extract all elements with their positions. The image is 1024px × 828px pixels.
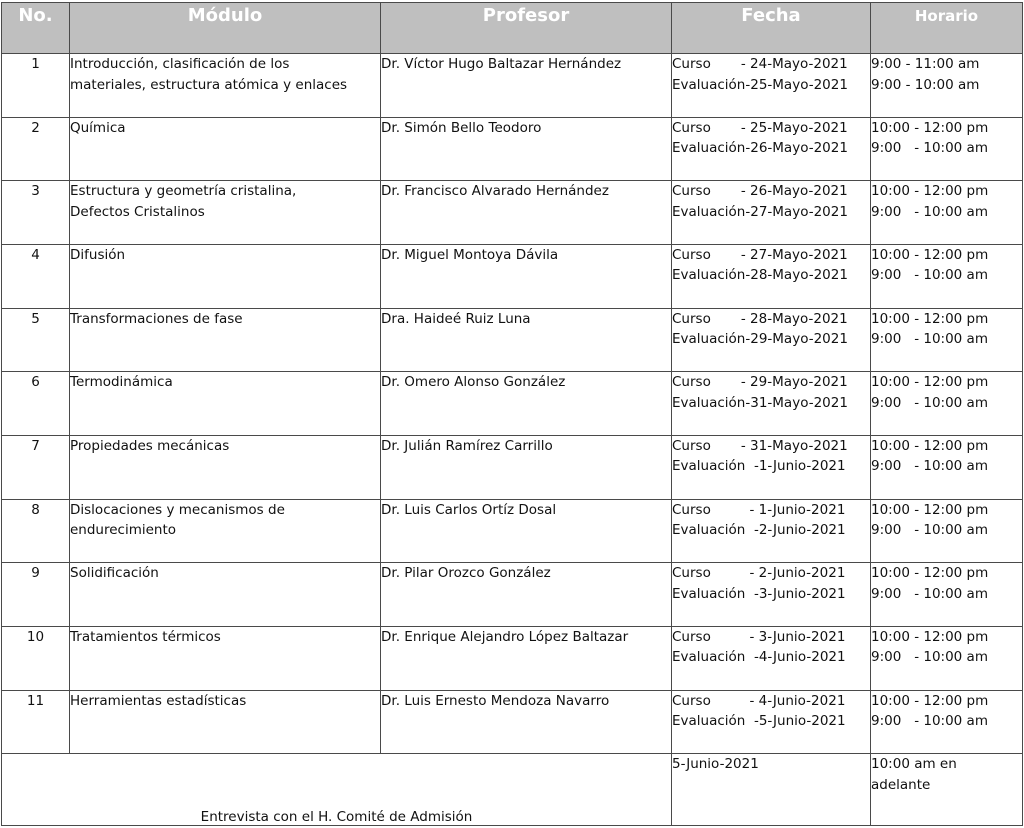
module-cell	[70, 181, 381, 245]
time-line: 9:00 - 10:00 am	[871, 585, 988, 602]
row-number-cell	[2, 117, 70, 181]
time-line: 9:00 - 10:00 am	[871, 140, 988, 157]
date-line: Curso - 4-Junio-2021	[672, 692, 846, 709]
module-cell	[70, 117, 381, 181]
date-line: Evaluación -1-Junio-2021	[672, 458, 846, 475]
professor-cell	[381, 499, 672, 563]
header-fecha: Fecha	[672, 3, 871, 54]
date-line: Curso - 2-Junio-2021	[672, 565, 846, 582]
header-row	[2, 3, 1023, 54]
module-cell	[70, 690, 381, 754]
row-number-cell	[2, 308, 70, 372]
table-row	[2, 117, 1023, 181]
table-row	[2, 308, 1023, 372]
module-name-line: Solidificación	[70, 565, 159, 582]
time-line: 10:00 - 12:00 pm	[871, 628, 989, 645]
time-line: 9:00 - 10:00 am	[871, 203, 988, 220]
date-line: Evaluación-27-Mayo-2021	[672, 203, 848, 220]
row-number: 7	[31, 437, 40, 454]
date-cell	[672, 626, 871, 690]
time-line: 9:00 - 11:00 am	[871, 56, 980, 72]
module-name-line: Transformaciones de fase	[70, 310, 243, 327]
time-cell	[871, 181, 1023, 245]
row-number-cell	[2, 690, 70, 754]
module-name-line: Introducción, clasificación de los	[70, 56, 290, 72]
module-cell	[70, 435, 381, 499]
row-number: 8	[31, 501, 40, 518]
module-name-line: Propiedades mecánicas	[70, 437, 230, 454]
time-cell	[871, 244, 1023, 308]
date-line: Evaluación-28-Mayo-2021	[672, 267, 848, 284]
date-line: Curso - 28-Mayo-2021	[672, 310, 848, 327]
date-line: Evaluación -4-Junio-2021	[672, 649, 846, 666]
date-cell	[672, 181, 871, 245]
professor-name: Dr. Pilar Orozco González	[381, 565, 551, 582]
row-number: 5	[31, 310, 40, 327]
table-row	[2, 690, 1023, 754]
time-line: 9:00 - 10:00 am	[871, 458, 988, 475]
time-line: 9:00 - 10:00 am	[871, 649, 988, 666]
time-line: 10:00 - 12:00 pm	[871, 246, 989, 263]
module-cell	[70, 308, 381, 372]
module-name-line: Tratamientos térmicos	[70, 628, 221, 645]
interview-cell	[2, 754, 672, 826]
date-line: Evaluación -2-Junio-2021	[672, 522, 846, 539]
date-cell	[672, 244, 871, 308]
module-cell	[70, 244, 381, 308]
date-line: Evaluación-25-Mayo-2021	[672, 76, 848, 93]
row-number: 10	[26, 628, 45, 645]
date-cell	[672, 54, 871, 118]
table-row	[2, 499, 1023, 563]
time-cell	[871, 117, 1023, 181]
professor-cell	[381, 372, 672, 436]
professor-cell	[381, 244, 672, 308]
module-cell	[70, 563, 381, 627]
professor-name: Dr. Francisco Alvarado Hernández	[381, 183, 609, 200]
date-line: Evaluación-31-Mayo-2021	[672, 394, 848, 411]
row-number-cell	[2, 181, 70, 245]
date-line: Curso - 3-Junio-2021	[672, 628, 846, 645]
professor-name: Dr. Enrique Alejandro López Baltazar	[381, 628, 629, 645]
table-header	[2, 3, 1023, 54]
time-line: 10:00 - 12:00 pm	[871, 310, 989, 327]
professor-cell	[381, 181, 672, 245]
row-number: 2	[31, 119, 40, 136]
professor-cell	[381, 308, 672, 372]
interview-time-line: 10:00 am en	[871, 756, 957, 773]
date-line: Curso - 29-Mayo-2021	[672, 374, 848, 391]
row-number: 11	[26, 692, 45, 709]
date-cell	[672, 372, 871, 436]
time-line: 10:00 - 12:00 pm	[871, 183, 989, 200]
professor-name: Dr. Luis Carlos Ortíz Dosal	[381, 501, 557, 518]
time-line: 10:00 - 12:00 pm	[871, 565, 989, 582]
module-name-line: Dislocaciones y mecanismos de	[70, 501, 285, 518]
module-cell	[70, 626, 381, 690]
table-row	[2, 54, 1023, 118]
professor-name: Dr. Víctor Hugo Baltazar Hernández	[381, 56, 622, 72]
interview-label: Entrevista con el H. Comité de Admisión	[200, 809, 473, 825]
date-cell	[672, 563, 871, 627]
module-cell	[70, 372, 381, 436]
row-number: 1	[31, 56, 40, 72]
table-row	[2, 244, 1023, 308]
professor-name: Dr. Simón Bello Teodoro	[381, 119, 542, 136]
time-line: 10:00 - 12:00 pm	[871, 437, 989, 454]
time-cell	[871, 372, 1023, 436]
table-row	[2, 626, 1023, 690]
header-no: No.	[2, 3, 70, 54]
date-cell	[672, 435, 871, 499]
table-row	[2, 181, 1023, 245]
row-number-cell	[2, 563, 70, 627]
professor-cell	[381, 54, 672, 118]
module-name-line: materiales, estructura atómica y enlaces	[70, 76, 348, 93]
row-number-cell	[2, 435, 70, 499]
module-name-line: Química	[70, 119, 126, 136]
time-line: 9:00 - 10:00 am	[871, 522, 988, 539]
row-number: 3	[31, 183, 40, 200]
module-cell	[70, 54, 381, 118]
time-cell	[871, 563, 1023, 627]
professor-name: Dr. Omero Alonso González	[381, 374, 566, 391]
header-modulo: Módulo	[70, 3, 381, 54]
date-line: Curso - 26-Mayo-2021	[672, 183, 848, 200]
time-line: 10:00 - 12:00 pm	[871, 692, 989, 709]
date-line: Curso - 25-Mayo-2021	[672, 119, 848, 136]
professor-cell	[381, 435, 672, 499]
table-row	[2, 372, 1023, 436]
interview-row	[2, 754, 1023, 826]
professor-name: Dr. Miguel Montoya Dávila	[381, 246, 559, 263]
module-name-line: Difusión	[70, 246, 126, 263]
time-line: 9:00 - 10:00 am	[871, 394, 988, 411]
professor-name: Dr. Julián Ramírez Carrillo	[381, 437, 553, 454]
time-line: 10:00 - 12:00 pm	[871, 374, 989, 391]
date-line: Evaluación-26-Mayo-2021	[672, 140, 848, 157]
date-line: Evaluación -3-Junio-2021	[672, 585, 846, 602]
row-number-cell	[2, 244, 70, 308]
row-number: 9	[31, 565, 40, 582]
schedule-table	[1, 2, 1023, 826]
date-line: Curso - 31-Mayo-2021	[672, 437, 848, 454]
time-cell	[871, 499, 1023, 563]
time-cell	[871, 435, 1023, 499]
professor-cell	[381, 690, 672, 754]
time-line: 10:00 - 12:00 pm	[871, 501, 989, 518]
date-line: Curso - 24-Mayo-2021	[672, 56, 848, 72]
professor-name: Dr. Luis Ernesto Mendoza Navarro	[381, 692, 610, 709]
interview-time-line: adelante	[871, 776, 931, 793]
header-profesor: Profesor	[381, 3, 672, 54]
time-cell	[871, 626, 1023, 690]
date-line: Evaluación-29-Mayo-2021	[672, 331, 848, 348]
row-number-cell	[2, 626, 70, 690]
row-number-cell	[2, 372, 70, 436]
table-row	[2, 435, 1023, 499]
date-cell	[672, 690, 871, 754]
row-number-cell	[2, 54, 70, 118]
interview-date: 5-Junio-2021	[672, 756, 759, 773]
date-cell	[672, 117, 871, 181]
interview-date-cell	[672, 754, 871, 826]
time-line: 10:00 - 12:00 pm	[871, 119, 989, 136]
row-number: 4	[31, 246, 40, 263]
module-name-line: Defectos Cristalinos	[70, 203, 205, 220]
date-line: Evaluación -5-Junio-2021	[672, 713, 846, 730]
time-line: 9:00 - 10:00 am	[871, 267, 988, 284]
date-line: Curso - 1-Junio-2021	[672, 501, 846, 518]
time-cell	[871, 308, 1023, 372]
time-line: 9:00 - 10:00 am	[871, 713, 988, 730]
module-name-line: Estructura y geometría cristalina,	[70, 183, 297, 200]
table-row	[2, 563, 1023, 627]
row-number: 6	[31, 374, 40, 391]
professor-cell	[381, 626, 672, 690]
module-name-line: Herramientas estadísticas	[70, 692, 247, 709]
professor-cell	[381, 117, 672, 181]
time-cell	[871, 690, 1023, 754]
module-cell	[70, 499, 381, 563]
date-line: Curso - 27-Mayo-2021	[672, 246, 848, 263]
date-cell	[672, 499, 871, 563]
header-horario: Horario	[871, 3, 1023, 54]
time-cell	[871, 54, 1023, 118]
professor-name: Dra. Haideé Ruiz Luna	[381, 310, 531, 327]
row-number-cell	[2, 499, 70, 563]
module-name-line: Termodinámica	[70, 374, 173, 391]
time-line: 9:00 - 10:00 am	[871, 331, 988, 348]
professor-cell	[381, 563, 672, 627]
module-name-line: endurecimiento	[70, 522, 177, 539]
interview-time-cell	[871, 754, 1023, 826]
time-line: 9:00 - 10:00 am	[871, 76, 980, 93]
table-body	[2, 54, 1023, 826]
date-cell	[672, 308, 871, 372]
